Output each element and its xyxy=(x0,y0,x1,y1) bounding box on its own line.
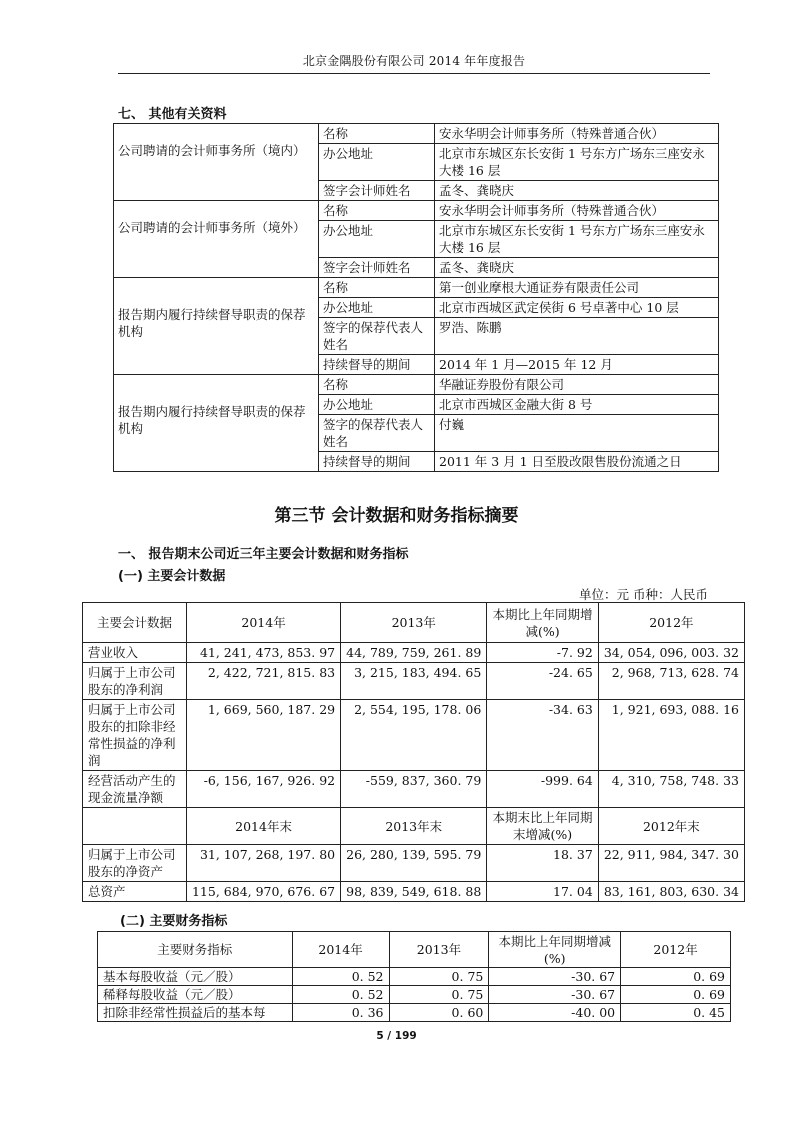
table-row xyxy=(98,986,731,1004)
column-header: 2012年末 xyxy=(598,808,744,845)
cell-value: -7. 92 xyxy=(487,643,598,663)
field-key: 办公地址 xyxy=(319,144,435,181)
field-value: 华融证券股份有限公司 xyxy=(435,375,719,395)
field-key: 持续督导的期间 xyxy=(319,355,435,375)
table-header-row xyxy=(83,808,745,845)
cell-value: 1, 669, 560, 187. 29 xyxy=(186,700,340,771)
field-value: 2014 年 1 月—2015 年 12 月 xyxy=(435,355,719,375)
cell-value: 31, 107, 268, 197. 80 xyxy=(186,845,340,882)
cell-value: 0. 75 xyxy=(389,986,489,1004)
cell-value: 0. 52 xyxy=(292,986,389,1004)
column-header: 2014年 xyxy=(292,932,389,968)
table-row xyxy=(83,663,745,700)
header-rule xyxy=(118,73,710,74)
cell-value: -40. 00 xyxy=(489,1004,621,1022)
row-label: 归属于上市公司股东的扣除非经常性损益的净利润 xyxy=(83,700,187,771)
field-value: 安永华明会计师事务所（特殊普通合伙） xyxy=(435,201,719,221)
column-header: 2012年 xyxy=(621,932,731,968)
column-header: 本期末比上年同期末增减(%) xyxy=(487,808,598,845)
cell-value: 17. 04 xyxy=(487,882,598,902)
column-header: 本期比上年同期增减(%) xyxy=(487,603,598,643)
table-row xyxy=(114,201,719,221)
row-label: 报告期内履行持续督导职责的保荐机构 xyxy=(114,375,319,472)
other-info-table xyxy=(113,123,719,472)
accounting-data-table xyxy=(82,602,745,902)
field-value: 第一创业摩根大通证券有限责任公司 xyxy=(435,278,719,298)
column-header: 2013年末 xyxy=(341,808,487,845)
cell-value: 34, 054, 096, 003. 32 xyxy=(598,643,744,663)
cell-value: 0. 69 xyxy=(621,986,731,1004)
cell-value: 0. 36 xyxy=(292,1004,389,1022)
row-label: 经营活动产生的现金流量净额 xyxy=(83,771,187,808)
row-label: 基本每股收益（元／股） xyxy=(98,968,293,986)
field-key: 签字的保荐代表人姓名 xyxy=(319,415,435,452)
cell-value: -30. 67 xyxy=(489,968,621,986)
cell-value: 2, 968, 713, 628. 74 xyxy=(598,663,744,700)
page-header: 北京金隅股份有限公司 2014 年年度报告 xyxy=(302,54,526,68)
field-key: 名称 xyxy=(319,124,435,144)
row-label: 营业收入 xyxy=(83,643,187,663)
cell-value: 0. 69 xyxy=(621,968,731,986)
column-header: 2014年 xyxy=(186,603,340,643)
table-row xyxy=(83,845,745,882)
row-label: 归属于上市公司股东的净利润 xyxy=(83,663,187,700)
cell-value: 83, 161, 803, 630. 34 xyxy=(598,882,744,902)
cell-value: 41, 241, 473, 853. 97 xyxy=(186,643,340,663)
cell-value: -34. 63 xyxy=(487,700,598,771)
cell-value: 22, 911, 984, 347. 30 xyxy=(598,845,744,882)
table-row xyxy=(114,124,719,144)
cell-value: 3, 215, 183, 494. 65 xyxy=(341,663,487,700)
column-header: 本期比上年同期增减(%) xyxy=(489,932,621,968)
cell-value: 98, 839, 549, 618. 88 xyxy=(341,882,487,902)
column-header xyxy=(83,808,187,845)
cell-value: 0. 60 xyxy=(389,1004,489,1022)
table-row xyxy=(114,278,719,298)
cell-value: 0. 75 xyxy=(389,968,489,986)
table-header-row xyxy=(98,932,731,968)
column-header: 2013年 xyxy=(389,932,489,968)
field-key: 名称 xyxy=(319,201,435,221)
cell-value: 0. 52 xyxy=(292,968,389,986)
column-header: 2012年 xyxy=(598,603,744,643)
field-value: 罗浩、陈鹏 xyxy=(435,318,719,355)
field-value: 孟冬、龚晓庆 xyxy=(435,181,719,201)
row-label: 扣除非经常性损益后的基本每 xyxy=(98,1004,293,1022)
section-heading-main-accounting-data: (一) 主要会计数据 xyxy=(118,569,226,584)
field-value: 2011 年 3 月 1 日至股改限售股份流通之日 xyxy=(435,452,719,472)
field-value: 北京市东城区东长安街 1 号东方广场东三座安永大楼 16 层 xyxy=(435,144,719,181)
page-number: 5 / 199 xyxy=(376,1030,417,1042)
table-header-row xyxy=(83,603,745,643)
row-label: 报告期内履行持续督导职责的保荐机构 xyxy=(114,278,319,375)
field-key: 办公地址 xyxy=(319,395,435,415)
section-heading-other-info: 七、 其他有关资料 xyxy=(118,107,227,122)
column-header: 2014年末 xyxy=(186,808,340,845)
table-row xyxy=(83,700,745,771)
column-header: 主要会计数据 xyxy=(83,603,187,643)
cell-value: 0. 45 xyxy=(621,1004,731,1022)
cell-value: -999. 64 xyxy=(487,771,598,808)
field-key: 名称 xyxy=(319,278,435,298)
field-value: 北京市西城区武定侯街 6 号卓著中心 10 层 xyxy=(435,298,719,318)
field-value: 安永华明会计师事务所（特殊普通合伙） xyxy=(435,124,719,144)
cell-value: 2, 554, 195, 178. 06 xyxy=(341,700,487,771)
cell-value: -6, 156, 167, 926. 92 xyxy=(186,771,340,808)
field-value: 北京市西城区金融大街 8 号 xyxy=(435,395,719,415)
table-row xyxy=(98,1004,731,1022)
cell-value: 26, 280, 139, 595. 79 xyxy=(341,845,487,882)
field-key: 签字会计师姓名 xyxy=(319,258,435,278)
section-heading-three-year-data: 一、 报告期末公司近三年主要会计数据和财务指标 xyxy=(118,547,409,562)
cell-value: 4, 310, 758, 748. 33 xyxy=(598,771,744,808)
cell-value: 1, 921, 693, 088. 16 xyxy=(598,700,744,771)
field-key: 持续督导的期间 xyxy=(319,452,435,472)
table-row xyxy=(98,968,731,986)
row-label: 总资产 xyxy=(83,882,187,902)
row-label: 稀释每股收益（元／股） xyxy=(98,986,293,1004)
cell-value: -24. 65 xyxy=(487,663,598,700)
cell-value: 115, 684, 970, 676. 67 xyxy=(186,882,340,902)
cell-value: 2, 422, 721, 815. 83 xyxy=(186,663,340,700)
column-header: 主要财务指标 xyxy=(98,932,293,968)
field-key: 签字会计师姓名 xyxy=(319,181,435,201)
cell-value: -30. 67 xyxy=(489,986,621,1004)
field-value: 孟冬、龚晓庆 xyxy=(435,258,719,278)
table-row xyxy=(83,771,745,808)
unit-currency-note: 单位：元 币种：人民币 xyxy=(579,587,708,602)
field-key: 办公地址 xyxy=(319,221,435,258)
financial-indicators-table xyxy=(97,931,731,1022)
row-label: 公司聘请的会计师事务所（境内） xyxy=(114,124,319,201)
cell-value: 44, 789, 759, 261. 89 xyxy=(341,643,487,663)
table-row xyxy=(83,643,745,663)
field-key: 名称 xyxy=(319,375,435,395)
field-key: 办公地址 xyxy=(319,298,435,318)
cell-value: 18. 37 xyxy=(487,845,598,882)
row-label: 归属于上市公司股东的净资产 xyxy=(83,845,187,882)
chapter-title: 第三节 会计数据和财务指标摘要 xyxy=(274,506,519,526)
column-header: 2013年 xyxy=(341,603,487,643)
field-value: 付巍 xyxy=(435,415,719,452)
cell-value: -559, 837, 360. 79 xyxy=(341,771,487,808)
table-row xyxy=(83,882,745,902)
section-heading-financial-indicators: (二) 主要财务指标 xyxy=(120,914,228,929)
row-label: 公司聘请的会计师事务所（境外） xyxy=(114,201,319,278)
field-value: 北京市东城区东长安街 1 号东方广场东三座安永大楼 16 层 xyxy=(435,221,719,258)
field-key: 签字的保荐代表人姓名 xyxy=(319,318,435,355)
table-row xyxy=(114,375,719,395)
